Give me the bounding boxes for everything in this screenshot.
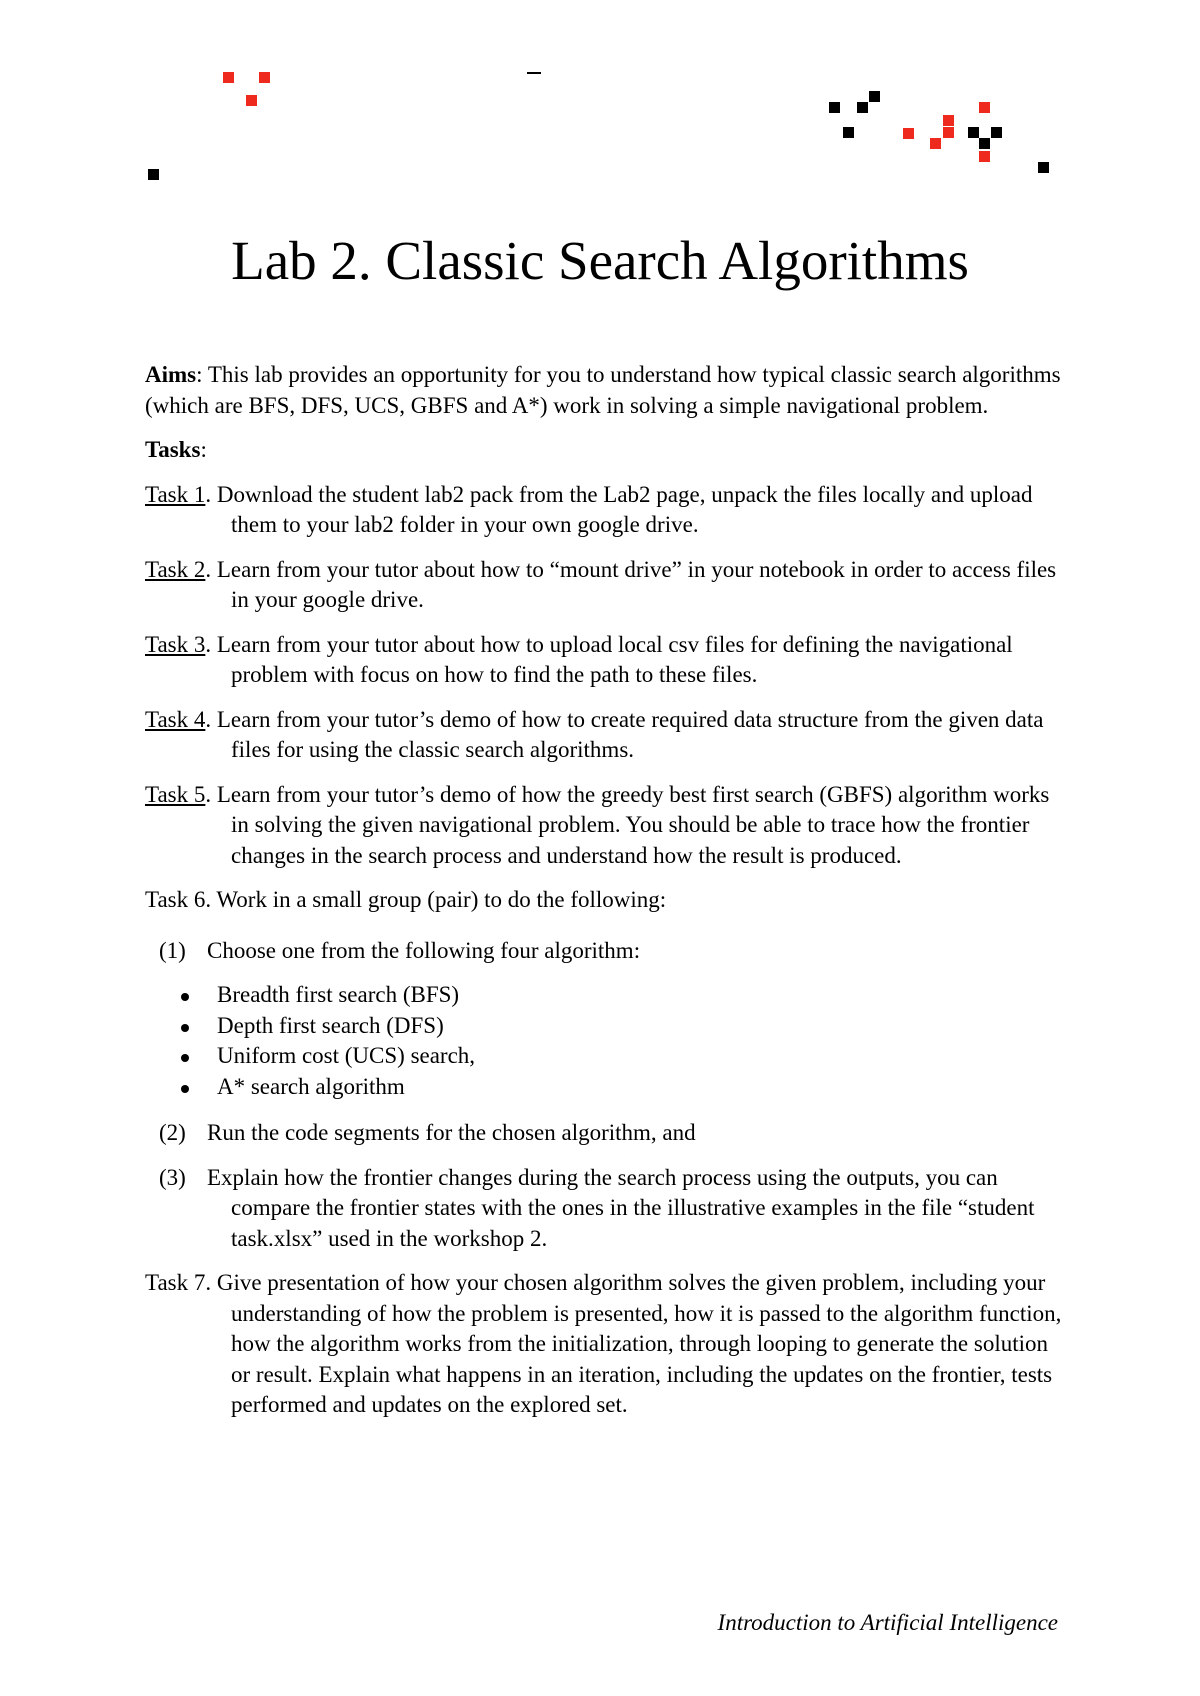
decor-square: [223, 72, 234, 83]
task-2: [145, 555, 1065, 616]
task-text: . Learn from your tutor’s demo of how to create required data structure from the given data files for using the classic search algorithms.: [205, 706, 1044, 762]
header-decoration: [0, 0, 1200, 200]
task-text: . Learn from your tutor about how to upload local csv files for defining the navigational problem with focus on how to find the path to these files.: [205, 631, 1013, 687]
page-title: Lab 2. Classic Search Algorithms: [231, 230, 969, 291]
step-text-continued: compare the frontier states with the ones in the illustrative examples in the file “student task.xlsx” used in the workshop 2.: [231, 1195, 1035, 1251]
aims-paragraph: [145, 360, 1065, 421]
task-6-step-1: [145, 936, 1065, 967]
step-number: (2): [159, 1120, 186, 1145]
list-item: Breadth first search (BFS): [181, 980, 1065, 1011]
decor-square: [246, 95, 257, 106]
decor-square: [259, 72, 270, 83]
task-7: Task 7. Give presentation of how your chosen algorithm solves the given problem, including your understanding of how the problem is presented, how it is passed to the algorithm function, how the algorithm works from the initialization, through looping to generate the solution or result. Explain what happens in an iteration, including the updates on the frontier, tests performed and updates on the explored set.: [145, 1270, 1062, 1417]
decor-square: [829, 102, 840, 113]
tasks-label: Tasks: [145, 437, 201, 462]
list-item: Depth first search (DFS): [181, 1011, 1065, 1042]
task-6: Task 6. Work in a small group (pair) to do the following:: [145, 887, 667, 912]
decor-square: [979, 151, 990, 162]
task-1: [145, 480, 1065, 541]
decor-square: [903, 128, 914, 139]
decor-square: [968, 127, 979, 138]
step-text: Run the code segments for the chosen algorithm, and: [207, 1120, 696, 1145]
step-number: (3): [159, 1164, 186, 1190]
decor-square: [857, 102, 868, 113]
list-item: A* search algorithm: [181, 1072, 1065, 1103]
task-label: Task 5: [145, 781, 206, 807]
task-6-step-3: [145, 1163, 1065, 1255]
decor-square: [869, 91, 880, 102]
task-label: Task 4: [145, 706, 206, 732]
task-text: . Learn from your tutor about how to “mount drive” in your notebook in order to access files in your google drive.: [205, 556, 1057, 612]
decor-square: [930, 138, 941, 149]
task-text: . Learn from your tutor’s demo of how the greedy best first search (GBFS) algorithm works in solving the given navigational problem. You should be able to trace how the frontier changes in the search process and understand how the result is produced.: [205, 781, 1050, 868]
step-text: Explain how the frontier changes during the search process using the outputs, you can: [207, 1164, 998, 1190]
aims-text: : This lab provides an opportunity for you to understand how typical classic search algorithms (which are BFS, DFS, UCS, GBFS and A*) work in solving a simple navigational problem.: [145, 362, 1061, 418]
task-label: Task 1: [145, 481, 206, 507]
decor-dash: [527, 72, 541, 74]
task-text: . Download the student lab2 pack from the Lab2 page, unpack the files locally and upload them to your lab2 folder in your own google drive.: [205, 481, 1033, 537]
tasks-colon: :: [200, 437, 207, 462]
tasks-heading: [145, 435, 1065, 466]
decor-square: [843, 127, 854, 138]
task-6-step-2: [145, 1118, 1065, 1149]
decor-square: [1038, 162, 1049, 173]
task-label: Task 2: [145, 556, 206, 582]
task-3: [145, 630, 1065, 691]
aims-label: Aims: [145, 362, 197, 387]
algorithm-list: [145, 980, 1065, 1102]
decor-square: [991, 127, 1002, 138]
decor-square: [979, 138, 990, 149]
task-label: Task 3: [145, 631, 206, 657]
task-4: [145, 705, 1065, 766]
document-body: [145, 360, 1065, 1435]
decor-square: [943, 115, 954, 126]
decor-square: [943, 127, 954, 138]
list-item: Uniform cost (UCS) search,: [181, 1041, 1065, 1072]
step-number: (1): [159, 937, 186, 963]
decor-square: [148, 169, 159, 180]
step-text: Choose one from the following four algorithm:: [207, 937, 641, 963]
decor-square: [979, 102, 990, 113]
task-5: [145, 780, 1065, 872]
footer-course-name: Introduction to Artificial Intelligence: [717, 1610, 1058, 1635]
